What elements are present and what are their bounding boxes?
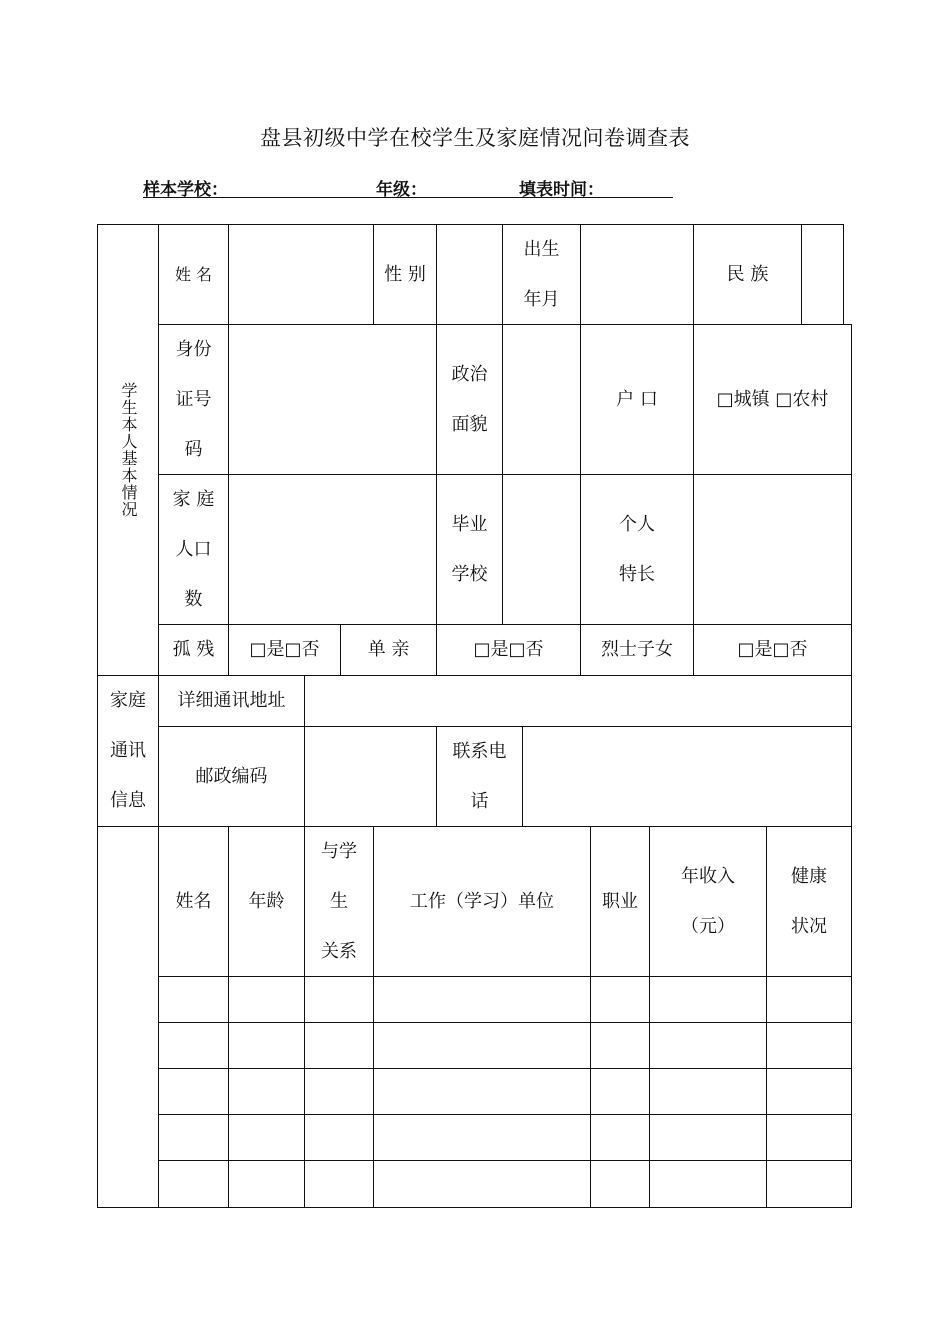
birth-field[interactable] [581,225,693,324]
family-member-row[interactable] [159,1161,851,1207]
talent-field[interactable] [694,475,851,624]
gender-field[interactable] [437,225,502,324]
graduation-school-field[interactable] [503,475,580,624]
family-member-row[interactable] [159,977,851,1022]
family-member-row[interactable] [159,1023,851,1068]
address-field[interactable] [305,676,851,726]
gender-label: 性 别 [384,263,426,285]
single-parent-options[interactable]: □是□否 [473,639,544,660]
single-parent-label: 单 亲 [367,639,410,660]
grade-label: 年级： [376,180,427,200]
family-size-field[interactable] [229,475,436,624]
ethnicity-field[interactable] [802,225,843,324]
political-field[interactable] [503,325,580,474]
name-label: 姓 名 [174,264,213,284]
postcode-label: 邮政编码 [195,765,268,787]
family-header-workplace: 工作（学习）单位 [410,890,554,912]
family-size-label: 家 庭 人口 数 [172,488,215,610]
orphan-label: 孤 残 [172,639,215,660]
graduation-school-label: 毕业 学校 [451,513,488,585]
ethnicity-label: 民 族 [726,263,769,285]
name-field[interactable] [229,225,373,324]
political-label: 政治 面貌 [451,363,488,435]
student-section-label: 学生本人基本情况 [119,382,138,518]
family-header-relation: 与学 生 关系 [321,840,357,962]
family-member-row[interactable] [159,1115,851,1160]
orphan-options[interactable]: □是□否 [249,639,320,660]
family-header-age: 年龄 [248,890,285,912]
postcode-field[interactable] [305,727,436,826]
birth-label: 出生 年月 [523,238,560,310]
page-title: 盘县初级中学在校学生及家庭情况问卷调查表 [260,126,690,150]
family-member-row[interactable] [159,1069,851,1114]
hukou-options[interactable]: □城镇 □农村 [716,388,829,410]
header-underline [143,197,673,198]
address-label: 详细通讯地址 [177,690,286,711]
family-header-health: 健康 状况 [791,865,827,937]
family-header-name: 姓名 [175,890,212,912]
family-header-occupation: 职业 [602,890,638,912]
school-label: 样本学校： [143,180,228,200]
date-label: 填表时间： [519,180,604,200]
id-field[interactable] [229,325,436,474]
family-header-income: 年收入 （元） [681,865,735,937]
phone-field[interactable] [523,727,851,826]
phone-label: 联系电 话 [452,740,507,812]
contact-section-label: 家庭 通讯 信息 [110,690,146,811]
talent-label: 个人 特长 [619,513,655,585]
hukou-label: 户 口 [616,388,658,410]
martyr-child-options[interactable]: □是□否 [737,639,808,660]
martyr-child-label: 烈士子女 [601,639,673,660]
id-label: 身份 证号 码 [175,338,212,460]
